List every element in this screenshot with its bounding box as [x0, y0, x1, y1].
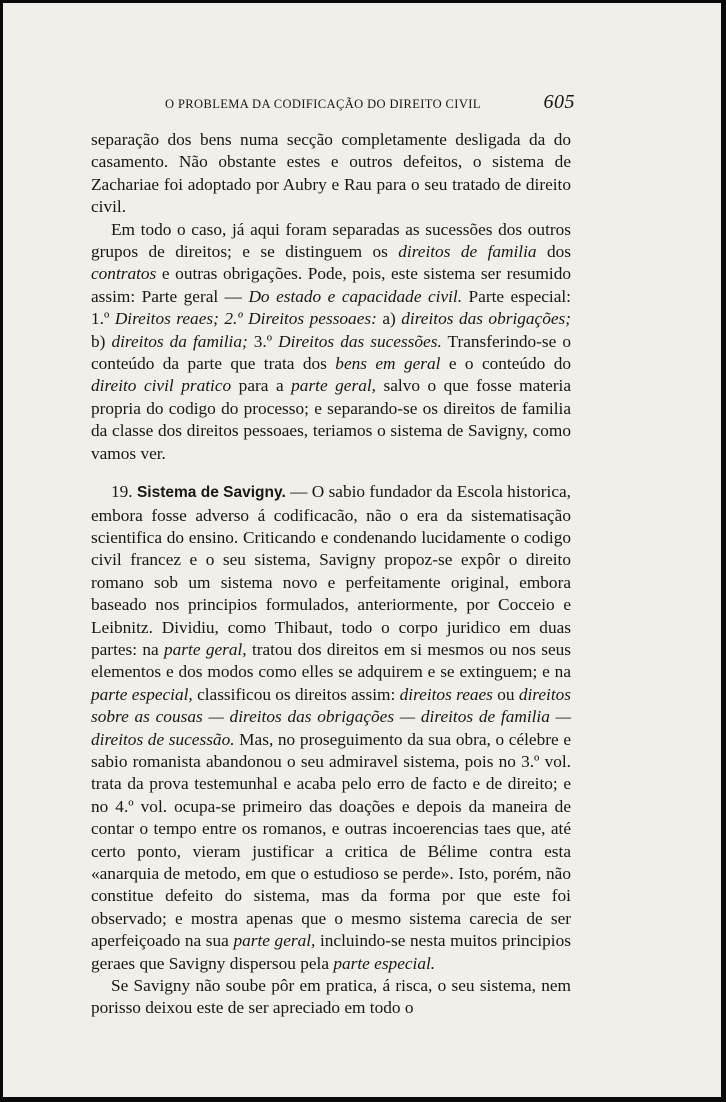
- italic-run: contratos: [91, 264, 157, 284]
- italic-run: parte especial.: [333, 953, 436, 973]
- italic-run: Direitos das sucessões.: [278, 331, 442, 351]
- text-run: Parte especial: 1.º: [91, 286, 571, 329]
- text-run: a): [376, 309, 402, 329]
- italic-run: direitos reaes: [399, 684, 493, 704]
- section-heading: Sistema de Savigny.: [136, 484, 286, 502]
- paragraph-1: separação dos bens numa secção completamente desligada da do casamento. Não obstante estes e outros defeitos, o sistema de Zachariae foi adoptado por Aubry e Rau para o seu tratado de direito civil.: [91, 130, 571, 217]
- text-run: classificou os direitos assim:: [192, 684, 400, 704]
- text-run: e outras obrigações. Pode, pois, este sistema ser resumido assim: Parte geral —: [91, 264, 571, 306]
- italic-run: parte geral,: [291, 376, 376, 396]
- italic-run: direitos das obrigações;: [401, 309, 571, 329]
- running-head-title: O PROBLEMA DA CODIFICAÇÃO DO DIREITO CIVIL: [165, 97, 481, 111]
- text-run: ou: [492, 684, 519, 704]
- text-run: incluindo-se nesta muitos principios geraes que Savigny dispersou pela: [91, 931, 571, 973]
- paragraph-4: Se Savigny não soube pôr em pratica, á risca, o seu sistema, nem porisso deixou este de ser apreciado em todo o: [91, 976, 571, 1018]
- page-number: 605: [543, 91, 575, 113]
- italic-run: direitos sobre as cousas — direitos das obrigações — direitos de familia — direitos de sucessão.: [91, 684, 571, 749]
- text-run: para a: [231, 376, 292, 396]
- text-run: Em todo o caso, já aqui foram separadas as sucessões dos outros grupos de direitos; e se distinguem os: [91, 219, 571, 262]
- text-run: salvo o que fosse materia propria do codigo do processo; e separando-se os direitos de familia da classe dos direitos pessoaes, teriamos o sistema de Savigny, como vamos ver.: [91, 376, 571, 463]
- italic-run: direitos da familia;: [111, 331, 248, 351]
- body-text: [91, 129, 571, 1020]
- text-run: — O sabio fundador da Escola historica, embora fosse adverso á codificacão, não o era da sistematisação scientifica do ensino. Criticando e condenando lucidamente o codigo civil francez e o seu sistema, Savigny propoz-se expôr o direito romano sob um sistema novo e perfeitamente original, embora baseado nos principios formulados, anteriormente, por Cocceio e Leibnitz. Dividiu, como Thibaut, todo o corpo juridico em duas partes: na: [91, 482, 572, 659]
- paragraph-2: [91, 219, 571, 465]
- running-head: [165, 91, 575, 114]
- section-19: [91, 481, 571, 975]
- book-page: [3, 3, 721, 1097]
- text-run: dos: [536, 242, 572, 262]
- italic-run: parte especial,: [91, 684, 193, 704]
- text-run: b): [91, 331, 112, 351]
- italic-run: bens em geral: [335, 354, 441, 374]
- italic-run: parte geral,: [164, 639, 247, 659]
- italic-run: Do estado e capacidade civil.: [248, 286, 463, 306]
- text-run: e o conteúdo do: [440, 354, 571, 374]
- italic-run: direitos de familia: [398, 242, 537, 262]
- text-run: Mas, no proseguimento da sua obra, o célebre e sabio romanista abandonou o seu admiravel sistema, pois no 3.º vol. trata da prova testemunhal e acaba pelo erro de facto e de direito; e no 4.º vol. ocupa-se primeiro das doações e depois da maneira de contar o tempo entre os romanos, e outras incoerencias taes que, até certo ponto, vieram justificar a critica de Bélime contra esta «anarquia de metodo, em que o estudioso se perde». Isto, porém, não constitue defeito do sistema, mas da forma por que este foi observado; e mostra apenas que o mesmo sistema carecia de ser aperfeiçoado na sua: [91, 729, 571, 951]
- italic-run: direito civil pratico: [91, 376, 232, 396]
- italic-run: parte geral,: [233, 931, 316, 951]
- text-run: 3.º: [247, 331, 279, 351]
- text-run: Transferindo-se o conteúdo da parte que trata dos: [91, 331, 571, 374]
- text-run: tratou dos direitos em si mesmos ou nos seus elementos e dos modos como elles se adquirem e se extinguem; e na: [91, 639, 571, 682]
- italic-run: Direitos reaes; 2.º Direitos pessoaes:: [114, 309, 377, 329]
- section-number: 19.: [111, 482, 137, 502]
